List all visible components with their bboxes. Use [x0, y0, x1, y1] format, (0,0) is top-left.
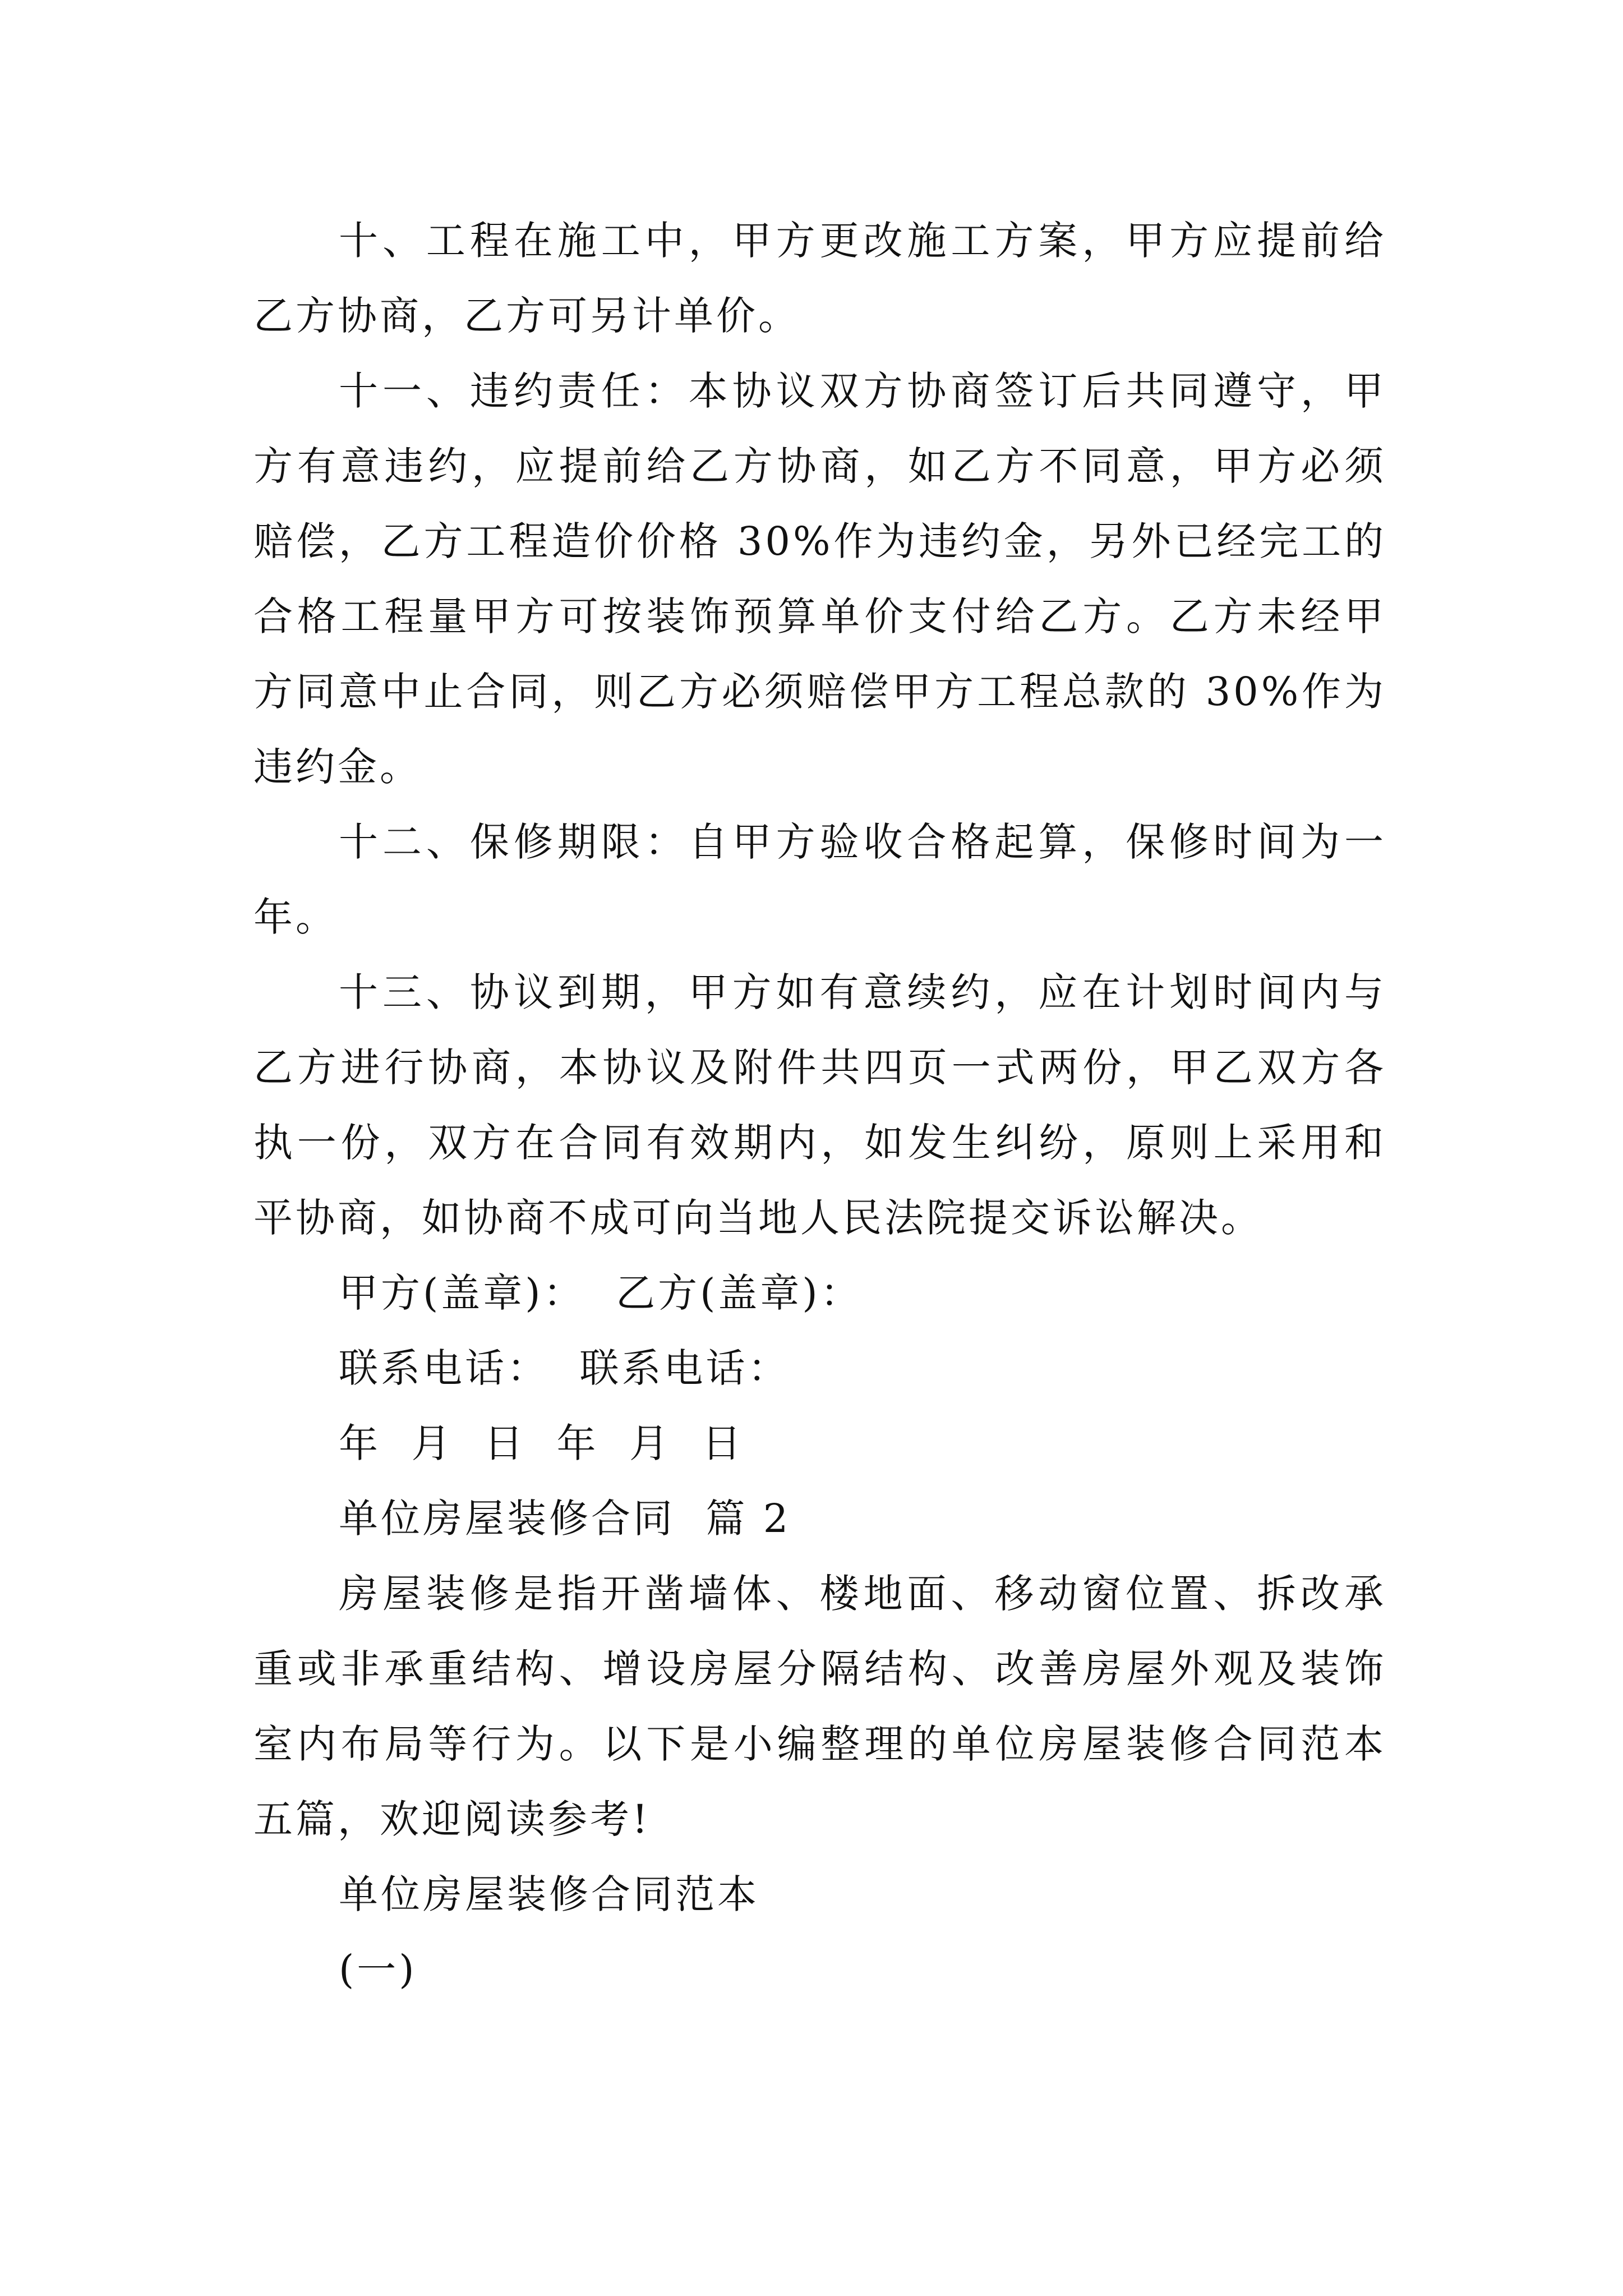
clause-12-paragraph: 十二、保修期限：自甲方验收合格起算，保修时间为一年。 — [253, 819, 1386, 940]
intro-paragraph: 房屋装修是指开凿墙体、楼地面、移动窗位置、拆改承重或非承重结构、增设房屋分隔结构、改善房屋外观及装饰室内布局等行为。以下是小编整理的单位房屋装修合同范本五篇，欢迎阅读参考! — [253, 1571, 1386, 1842]
section-title: 单位房屋装修合同 篇 2 — [339, 1496, 791, 1542]
clause-13-paragraph: 十三、协议到期，甲方如有意续约，应在计划时间内与乙方进行协商，本协议及附件共四页一式两份，甲乙双方各执一份，双方在合同有效期内，如发生纠纷，原则上采用和平协商，如协商不成可向当地人民法院提交诉讼解决。 — [253, 969, 1386, 1241]
sample-number: (一) — [339, 1947, 417, 1993]
clause-11-paragraph: 十一、违约责任：本协议双方协商签订后共同遵守，甲方有意违约，应提前给乙方协商，如乙方不同意，甲方必须赔偿，乙方工程造价价格 30%作为违约金，另外已经完工的合格工程量甲方可按装饰预算单价支付给乙方。乙方未经甲方同意中止合同，则乙方必须赔偿甲方工程总款的 30%作为违约金。 — [253, 368, 1386, 790]
signature-phone-line: 联系电话： 联系电话： — [339, 1345, 790, 1391]
document-body — [253, 203, 1386, 2007]
signature-party-line: 甲方(盖章)： 乙方(盖章)： — [339, 1270, 863, 1316]
sample-title: 单位房屋装修合同范本 — [339, 1871, 759, 1917]
clause-10-paragraph: 十、工程在施工中，甲方更改施工方案，甲方应提前给乙方协商，乙方可另计单价。 — [253, 218, 1386, 339]
signature-date-line: 年 月 日 年 月 日 — [339, 1420, 744, 1466]
